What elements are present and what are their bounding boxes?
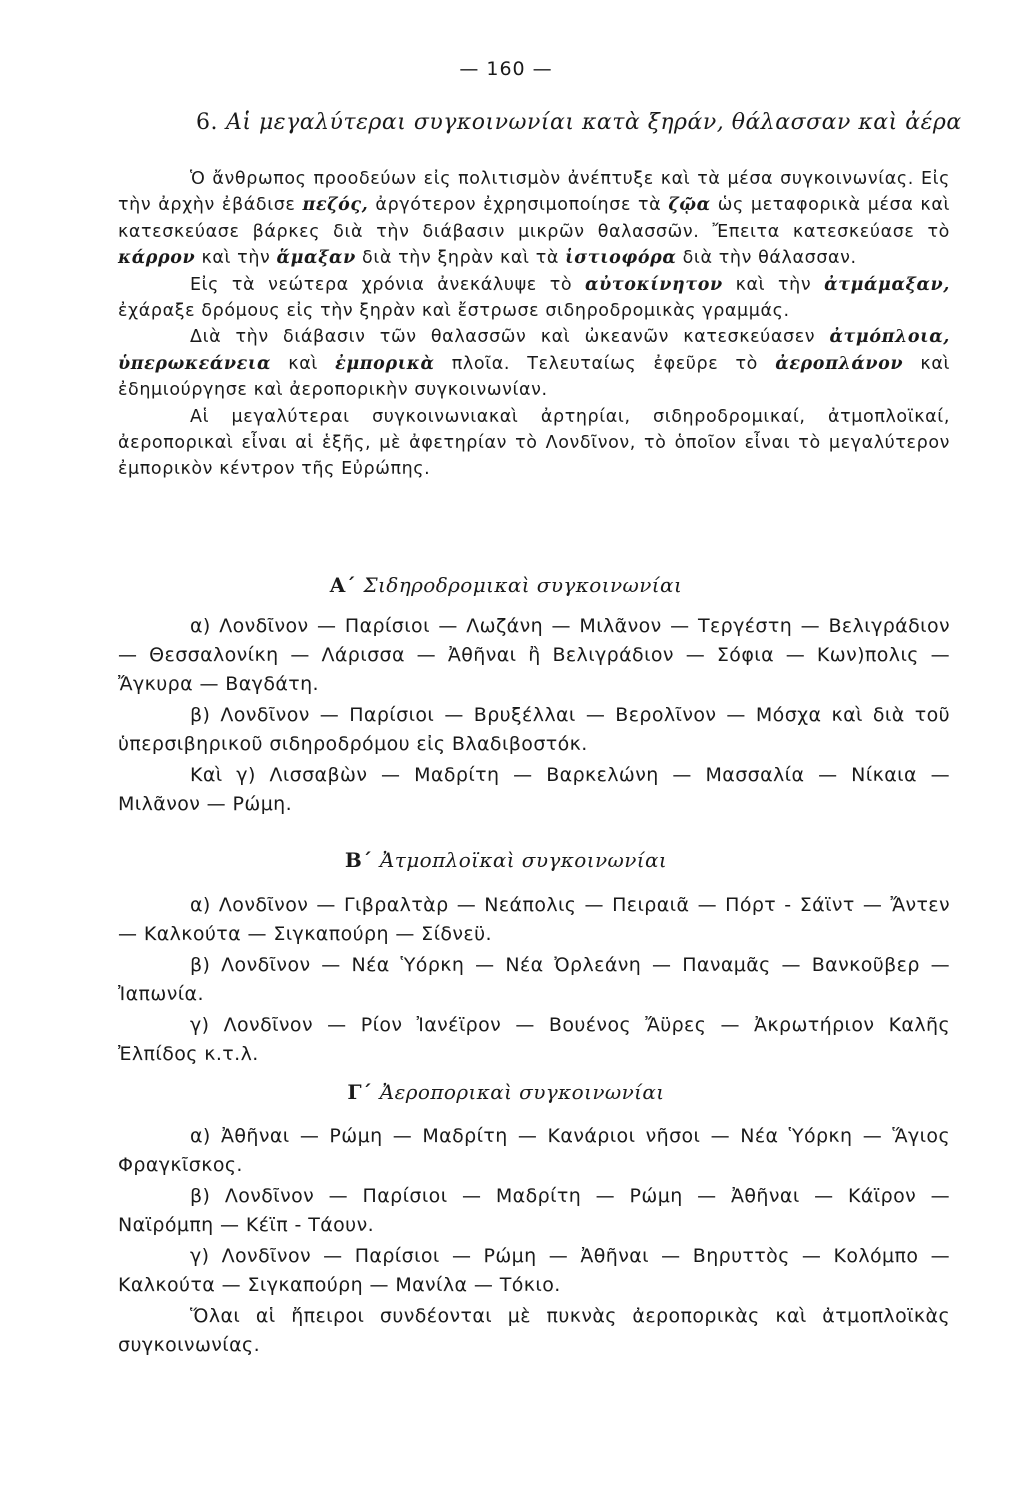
section-b-title: Ἀτμοπλοϊκαὶ συγκοινωνίαι bbox=[379, 848, 668, 872]
route-item: β) Λονδῖνον — Νέα Ὑόρκη — Νέα Ὀρλεάνη — Παναμᾶς — Βανκοῦβερ — Ἰαπωνία. bbox=[118, 954, 950, 1005]
section-a-title: Σιδηροδρομικαὶ συγκοινωνίαι bbox=[363, 573, 683, 597]
route-item: β) Λονδῖνον — Παρίσιοι — Μαδρίτη — Ρώμη — Ἀθῆναι — Κάϊρον — Ναϊρόμπη — Κέϊπ - Τάουν. bbox=[118, 1185, 950, 1236]
section-c-title: Ἀεροπορικαὶ συγκοινωνίαι bbox=[379, 1080, 665, 1104]
text-run: Διὰ τὴν διάβασιν τῶν θαλασσῶν καὶ ὠκεανῶν κατεσκεύασεν bbox=[190, 327, 830, 348]
section-c-heading bbox=[0, 1080, 1012, 1104]
text-run: καὶ τὴν bbox=[722, 274, 825, 295]
emphasis: ἀτμόπλοια, ὑπερωκεάνεια bbox=[118, 327, 950, 374]
section-a-routes bbox=[118, 612, 950, 821]
chapter-heading bbox=[196, 110, 976, 135]
intro-paragraph-1 bbox=[118, 166, 950, 272]
route-item: γ) Λονδῖνον — Ρίον Ἰανέϊρον — Βουένος Ἄϋρες — Ἀκρωτήριον Καλῆς Ἐλπίδος κ.τ.λ. bbox=[118, 1014, 950, 1065]
intro-paragraph-3 bbox=[118, 324, 950, 403]
section-c-routes bbox=[118, 1122, 950, 1362]
section-b-routes bbox=[118, 891, 950, 1071]
text-run: καὶ τὴν bbox=[195, 248, 277, 269]
route-item: γ) Λονδῖνον — Παρίσιοι — Ρώμη — Ἀθῆναι — Βηρυττὸς — Κολόμπο — Καλκούτα — Σιγκαπούρη — Μανίλα — Τόκιο. bbox=[118, 1245, 950, 1296]
emphasis: αὐτοκίνητον bbox=[585, 274, 723, 295]
text-run: πλοῖα. Τελευταίως ἐφεῦρε τὸ bbox=[434, 353, 776, 374]
emphasis: κάρρον bbox=[118, 248, 196, 269]
section-b-heading bbox=[0, 848, 1012, 872]
emphasis: ἐμπορικὰ bbox=[335, 353, 435, 374]
text-run: καὶ bbox=[271, 353, 336, 374]
section-b-letter: Β΄ bbox=[344, 848, 373, 872]
emphasis: πεζός, bbox=[302, 195, 369, 216]
route-item: β) Λονδῖνον — Παρίσιοι — Βρυξέλλαι — Βερολῖνον — Μόσχα καὶ διὰ τοῦ ὑπερσιβηρικοῦ σιδηροδρόμου εἰς Βλαδιβοστόκ. bbox=[118, 704, 950, 755]
section-a-heading bbox=[0, 573, 1012, 597]
emphasis: ἅμαξαν bbox=[276, 248, 356, 269]
text-run: Ὁ ἄνθρωπος προοδεύων εἰς πολιτισμὸν ἀνέπτυξε καὶ τὰ μέσα συγκοινωνίας. Εἰς τὴν ἀρχὴν ἐβάδισε bbox=[118, 169, 950, 216]
text-run: διὰ τὴν θάλασσαν. bbox=[676, 248, 857, 269]
emphasis: ἀτμάμαξαν, bbox=[824, 274, 950, 295]
route-item: α) Ἀθῆναι — Ρώμη — Μαδρίτη — Κανάριοι νῆσοι — Νέα Ὑόρκη — Ἅγιος Φραγκῖσκος. bbox=[118, 1125, 950, 1176]
emphasis: ἀεροπλάνον bbox=[775, 353, 904, 374]
text-run: ἀργότερον ἐχρησιμοποίησε τὰ bbox=[368, 195, 669, 216]
intro-paragraph-2 bbox=[118, 272, 950, 325]
route-item: α) Λονδῖνον — Γιβραλτὰρ — Νεάπολις — Πειραιᾶ — Πόρτ - Σάϊντ — Ἄντεν — Καλκούτα — Σιγκαπούρη — Σίδνεϋ. bbox=[118, 894, 950, 945]
page-number: — 160 — bbox=[459, 58, 553, 80]
text-run: διὰ τὴν ξηρὰν καὶ τὰ bbox=[355, 248, 566, 269]
section-c-letter: Γ΄ bbox=[347, 1080, 373, 1104]
route-item: Καὶ γ) Λισσαβὼν — Μαδρίτη — Βαρκελώνη — Μασσαλία — Νίκαια — Μιλᾶνον — Ρώμη. bbox=[118, 764, 950, 815]
route-item: α) Λονδῖνον — Παρίσιοι — Λωζάνη — Μιλᾶνον — Τεργέστη — Βελιγράδιον — Θεσσαλονίκη — Λάρισσα — Ἀθῆναι ἢ Βελιγράδιον — Σόφια — Κων)πολις — Ἄγκυρα — Βαγδάτη. bbox=[118, 615, 950, 695]
section-a-letter: Α΄ bbox=[329, 573, 357, 597]
text-run: ἐχάραξε δρόμους εἰς τὴν ξηρὰν καὶ ἔστρωσε σιδηροδρομικὰς γραμμάς. bbox=[118, 301, 790, 322]
text-run: Εἰς τὰ νεώτερα χρόνια ἀνεκάλυψε τὸ bbox=[190, 274, 586, 295]
text-run: καὶ ἐδημιούργησε καὶ ἀεροπορικὴν συγκοινωνίαν. bbox=[118, 353, 950, 401]
chapter-title: Αἱ μεγαλύτεραι συγκοινωνίαι κατὰ ξηράν, θάλασσαν καὶ ἀέρα bbox=[226, 110, 962, 135]
intro-text bbox=[118, 166, 950, 483]
text-run: ὡς μεταφορικὰ μέσα καὶ κατεσκεύασε βάρκες διὰ τὴν διάβασιν μικρῶν θαλασσῶν. Ἔπειτα κατεσκεύασε τὸ bbox=[118, 195, 950, 242]
closing-remark: Ὅλαι αἱ ἤπειροι συνδέονται μὲ πυκνὰς ἀεροπορικὰς καὶ ἀτμοπλοϊκὰς συγκοινωνίας. bbox=[118, 1305, 950, 1356]
intro-paragraph-4: Αἱ μεγαλύτεραι συγκοινωνιακαὶ ἀρτηρίαι, σιδηροδρομικαί, ἀτμοπλοϊκαί, ἀεροπορικαὶ εἶναι αἱ ἑξῆς, μὲ ἀφετηρίαν τὸ Λονδῖνον, τὸ ὁποῖον εἶναι τὸ μεγαλύτερον ἐμπορικὸν κέντρον τῆς Εὐρώπης. bbox=[118, 406, 950, 480]
chapter-number: 6. bbox=[196, 110, 218, 135]
emphasis: ζῷα bbox=[668, 195, 711, 216]
emphasis: ἱστιοφόρα bbox=[565, 248, 677, 269]
